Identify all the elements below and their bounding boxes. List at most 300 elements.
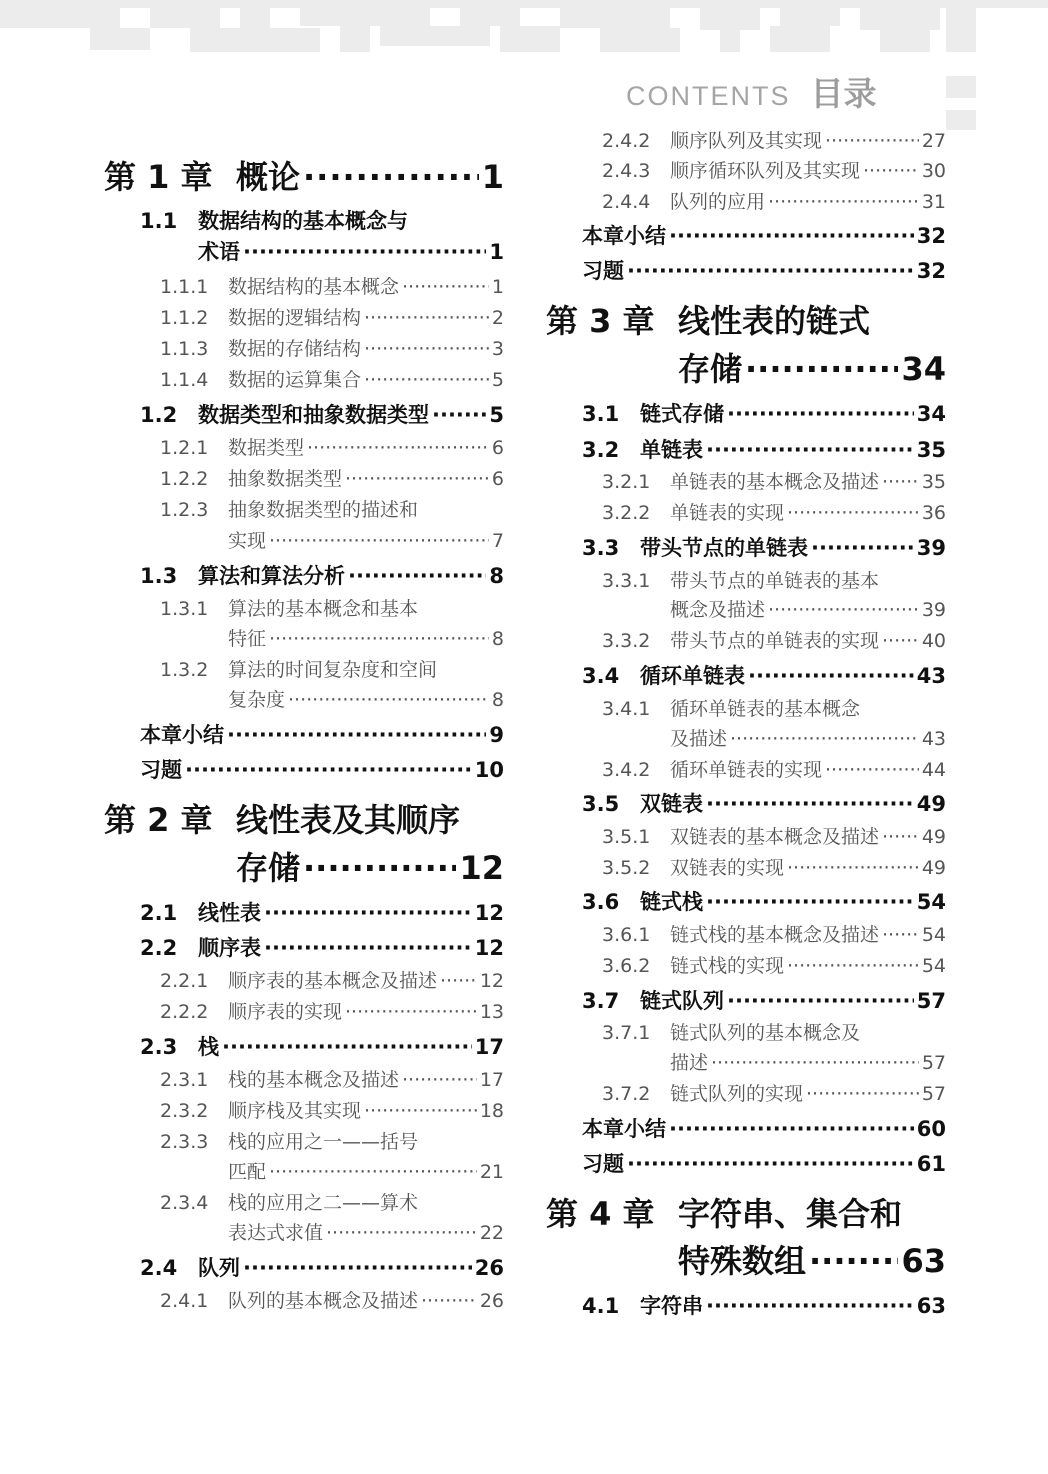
toc-dot-leader	[364, 338, 489, 360]
toc-entry-title: 顺序队列及其实现	[670, 130, 823, 152]
toc-entry-page: 13	[479, 1001, 504, 1023]
toc-entry-sub[interactable]	[104, 495, 504, 522]
toc-entry-title: 本章小结	[582, 224, 666, 248]
toc-entry-title: 带头节点的单链表的基本	[670, 570, 880, 592]
toc-dot-leader	[706, 438, 914, 462]
toc-entry-title: 抽象数据类型的描述和	[228, 499, 419, 521]
toc-dot-leader	[811, 536, 914, 560]
toc-dot-leader	[303, 158, 479, 196]
toc-entry-section[interactable]	[546, 398, 946, 428]
toc-entry-title: 双链表	[640, 792, 703, 816]
toc-entry-sub[interactable]	[104, 272, 504, 299]
toc-dot-leader	[269, 530, 489, 552]
toc-entry-sub[interactable]	[546, 1018, 946, 1045]
toc-entry-number: 1.2.2	[160, 468, 209, 490]
toc-entry-number: 2.4.4	[602, 191, 651, 213]
toc-entry-page: 30	[921, 160, 946, 182]
toc-entry-page: 34	[916, 402, 946, 426]
toc-dot-leader	[806, 1083, 919, 1105]
toc-entry-continuation[interactable]	[104, 624, 504, 651]
toc-entry-sub[interactable]	[104, 1286, 504, 1313]
toc-entry-sub[interactable]	[546, 467, 946, 494]
toc-entry-page: 2	[491, 307, 504, 329]
toc-entry-section[interactable]	[546, 886, 946, 916]
toc-dot-leader	[711, 1052, 919, 1074]
toc-entry-title: 栈	[198, 1035, 219, 1059]
toc-entry-sub[interactable]	[104, 1096, 504, 1123]
toc-entry-title: 循环单链表的实现	[670, 759, 823, 781]
toc-entry-number: 3.6.1	[602, 924, 651, 946]
toc-entry-number: 1.1.4	[160, 369, 209, 391]
toc-entry-number: 2.4.1	[160, 1290, 209, 1312]
toc-entry-sub[interactable]	[104, 1188, 504, 1215]
toc-entry-continuation[interactable]	[546, 1048, 946, 1075]
toc-entry-number: 2.2.1	[160, 970, 209, 992]
toc-entry-title: 算法的时间复杂度和空间	[228, 659, 438, 681]
toc-dot-leader	[727, 989, 914, 1013]
toc-entry-sub[interactable]	[546, 951, 946, 978]
toc-entry-chapter[interactable]	[546, 296, 946, 342]
toc-entry-title-cont: 表达式求值	[228, 1222, 324, 1244]
toc-entry-section-nonum[interactable]	[546, 1148, 946, 1178]
toc-entry-title: 线性表及其顺序	[236, 801, 461, 839]
toc-entry-continuation[interactable]	[104, 685, 504, 712]
toc-entry-page: 18	[479, 1100, 504, 1122]
toc-entry-title: 数据的逻辑结构	[228, 307, 362, 329]
toc-dot-leader	[745, 350, 898, 388]
toc-entry-title: 习题	[582, 259, 624, 283]
toc-dot-leader	[364, 307, 489, 329]
toc-dot-leader	[402, 1069, 477, 1091]
toc-entry-number: 3.1	[582, 402, 620, 426]
toc-entry-title: 抽象数据类型	[228, 468, 343, 490]
toc-entry-page: 61	[916, 1152, 946, 1176]
toc-entry-page: 43	[921, 728, 946, 750]
toc-entry-sub[interactable]	[546, 755, 946, 782]
toc-entry-title: 链式队列	[640, 989, 724, 1013]
toc-entry-page: 12	[474, 901, 504, 925]
toc-entry-number: 3.7	[582, 989, 620, 1013]
toc-entry-chapter[interactable]	[104, 152, 504, 198]
toc-entry-title: 线性表	[198, 901, 261, 925]
toc-dot-leader	[706, 1294, 914, 1318]
toc-dot-leader	[669, 224, 914, 248]
toc-entry-title: 概论	[236, 158, 301, 196]
toc-entry-title: 链式栈的基本概念及描述	[670, 924, 880, 946]
toc-entry-number: 第 1 章	[104, 158, 213, 196]
toc-entry-section[interactable]	[104, 1252, 504, 1282]
toc-entry-number: 1.1.1	[160, 276, 209, 298]
toc-entry-sub[interactable]	[546, 626, 946, 653]
toc-entry-chapter[interactable]	[104, 795, 504, 841]
toc-entry-title: 栈的应用之一——括号	[228, 1131, 419, 1153]
toc-entry-page: 54	[921, 955, 946, 977]
toc-entry-page: 8	[491, 628, 504, 650]
toc-entry-page: 60	[916, 1117, 946, 1141]
toc-entry-title: 顺序表的基本概念及描述	[228, 970, 438, 992]
toc-entry-title: 线性表的链式	[678, 302, 871, 340]
toc-entry-title: 字符串、集合和	[678, 1195, 903, 1233]
toc-entry-page: 54	[916, 890, 946, 914]
toc-entry-number: 3.7.2	[602, 1083, 651, 1105]
toc-entry-title: 链式栈的实现	[670, 955, 785, 977]
toc-entry-page: 31	[921, 191, 946, 213]
toc-dot-leader	[809, 1242, 898, 1280]
toc-entry-section-nonum[interactable]	[104, 719, 504, 749]
toc-entry-title-cont: 概念及描述	[670, 599, 766, 621]
toc-entry-title-cont: 特征	[228, 628, 267, 650]
toc-dot-leader	[669, 1117, 914, 1141]
contents-cn-label: 目录	[810, 74, 877, 113]
toc-entry-page: 6	[491, 437, 504, 459]
contents-en-label: CONTENTS	[626, 81, 791, 111]
toc-entry-title: 链式队列的实现	[670, 1083, 804, 1105]
toc-entry-number: 3.3.1	[602, 570, 651, 592]
toc-entry-page: 54	[921, 924, 946, 946]
toc-entry-title: 数据的运算集合	[228, 369, 362, 391]
toc-entry-title-cont: 复杂度	[228, 689, 286, 711]
toc-entry-number: 2.2	[140, 936, 178, 960]
toc-entry-sub[interactable]	[104, 594, 504, 621]
toc-entry-page: 44	[921, 759, 946, 781]
toc-entry-page: 10	[474, 758, 504, 782]
toc-dot-leader	[882, 826, 919, 848]
toc-entry-page: 1	[489, 240, 504, 264]
toc-entry-page: 8	[489, 564, 504, 588]
toc-entry-page: 3	[491, 338, 504, 360]
toc-entry-page: 5	[489, 403, 504, 427]
toc-entry-page: 57	[916, 989, 946, 1013]
toc-entry-number: 3.2.2	[602, 502, 651, 524]
toc-entry-number: 3.3	[582, 536, 620, 560]
toc-entry-title: 数据类型	[228, 437, 305, 459]
toc-dot-leader	[288, 689, 489, 711]
toc-entry-title: 习题	[582, 1152, 624, 1176]
toc-entry-number: 2.2.2	[160, 1001, 209, 1023]
toc-entry-section[interactable]	[546, 532, 946, 562]
toc-entry-title: 带头节点的单链表的实现	[670, 630, 880, 652]
toc-entry-page: 26	[479, 1290, 504, 1312]
toc-entry-section[interactable]	[546, 434, 946, 464]
toc-entry-section-nonum[interactable]	[546, 255, 946, 285]
toc-entry-number: 3.3.2	[602, 630, 651, 652]
toc-entry-page: 43	[916, 664, 946, 688]
toc-entry-section[interactable]	[104, 897, 504, 927]
toc-entry-section-nonum[interactable]	[546, 1113, 946, 1143]
toc-entry-continuation[interactable]	[546, 595, 946, 622]
toc-entry-title: 双链表的基本概念及描述	[670, 826, 880, 848]
toc-entry-number: 1.2.3	[160, 499, 209, 521]
toc-entry-sub[interactable]	[104, 303, 504, 330]
toc-entry-page: 57	[921, 1052, 946, 1074]
toc-entry-sub[interactable]	[104, 464, 504, 491]
toc-dot-leader	[264, 936, 472, 960]
toc-dot-leader	[706, 792, 914, 816]
toc-dot-leader	[348, 564, 486, 588]
header-decoration	[0, 0, 1048, 130]
toc-entry-continuation[interactable]	[104, 843, 504, 889]
toc-entry-continuation[interactable]	[546, 724, 946, 751]
toc-entry-continuation[interactable]	[546, 1236, 946, 1282]
toc-dot-leader	[345, 468, 489, 490]
toc-entry-title: 带头节点的单链表	[640, 536, 808, 560]
toc-entry-page: 35	[921, 471, 946, 493]
toc-entry-title: 队列的基本概念及描述	[228, 1290, 419, 1312]
toc-entry-number: 2.1	[140, 901, 178, 925]
toc-entry-section[interactable]	[104, 560, 504, 590]
toc-entry-number: 1.2	[140, 403, 178, 427]
toc-entry-title-cont: 存储	[678, 350, 743, 388]
toc-dot-leader	[440, 970, 477, 992]
toc-entry-sub[interactable]	[546, 853, 946, 880]
toc-entry-title: 栈的基本概念及描述	[228, 1069, 400, 1091]
toc-dot-leader	[432, 403, 486, 427]
toc-entry-page: 8	[491, 689, 504, 711]
toc-entry-number: 1.3.1	[160, 598, 209, 620]
toc-entry-continuation[interactable]	[104, 1157, 504, 1184]
toc-entry-page: 34	[901, 350, 946, 388]
toc-dot-leader	[227, 723, 486, 747]
toc-dot-leader	[787, 857, 919, 879]
toc-entry-title-cont: 术语	[198, 240, 240, 264]
toc-entry-sub[interactable]	[104, 1065, 504, 1092]
toc-dot-leader	[863, 160, 919, 182]
toc-entry-title-cont: 存储	[236, 849, 301, 887]
toc-dot-leader	[421, 1290, 477, 1312]
toc-entry-title: 顺序表的实现	[228, 1001, 343, 1023]
toc-entry-page: 57	[921, 1083, 946, 1105]
toc-entry-page: 12	[479, 970, 504, 992]
toc-entry-title: 数据结构的基本概念	[228, 276, 400, 298]
toc-entry-title: 顺序栈及其实现	[228, 1100, 362, 1122]
toc-entry-page: 39	[921, 599, 946, 621]
toc-entry-page: 26	[474, 1256, 504, 1280]
toc-entry-number: 1.3.2	[160, 659, 209, 681]
toc-entry-number: 2.4.2	[602, 130, 651, 152]
toc-entry-title: 循环单链表的基本概念	[670, 698, 861, 720]
toc-entry-number: 2.3.1	[160, 1069, 209, 1091]
toc-entry-continuation[interactable]	[104, 1218, 504, 1245]
toc-entry-continuation[interactable]	[546, 344, 946, 390]
toc-entry-section[interactable]	[546, 788, 946, 818]
toc-entry-page: 32	[916, 259, 946, 283]
toc-entry-title: 栈的应用之二——算术	[228, 1192, 419, 1214]
toc-entry-title: 数据结构的基本概念与	[198, 209, 408, 233]
toc-entry-page: 39	[916, 536, 946, 560]
toc-entry-page: 17	[474, 1035, 504, 1059]
toc-entry-section[interactable]	[104, 932, 504, 962]
toc-entry-sub[interactable]	[546, 156, 946, 183]
toc-entry-title: 双链表的实现	[670, 857, 785, 879]
toc-entry-sub[interactable]	[546, 187, 946, 214]
toc-entry-title: 算法的基本概念和基本	[228, 598, 419, 620]
toc-entry-number: 2.4.3	[602, 160, 651, 182]
toc-entry-sub[interactable]	[104, 365, 504, 392]
toc-entry-title: 本章小结	[582, 1117, 666, 1141]
toc-entry-page: 12	[459, 849, 504, 887]
toc-dot-leader	[825, 130, 919, 152]
toc-dot-leader	[307, 437, 489, 459]
toc-entry-number: 第 2 章	[104, 801, 213, 839]
toc-entry-page: 1	[491, 276, 504, 298]
toc-entry-number: 4.1	[582, 1294, 620, 1318]
toc-entry-title: 链式栈	[640, 890, 703, 914]
toc-dot-leader	[706, 890, 914, 914]
toc-entry-number: 1.1.2	[160, 307, 209, 329]
toc-entry-sub[interactable]	[546, 694, 946, 721]
toc-entry-title-cont: 匹配	[228, 1161, 267, 1183]
toc-entry-title: 算法和算法分析	[198, 564, 345, 588]
toc-entry-number: 2.3.4	[160, 1192, 209, 1214]
toc-dot-leader	[730, 728, 919, 750]
toc-dot-leader	[787, 502, 919, 524]
toc-entry-sub[interactable]	[546, 920, 946, 947]
toc-dot-leader	[364, 1100, 477, 1122]
toc-entry-number: 2.3.3	[160, 1131, 209, 1153]
toc-entry-number: 3.5.1	[602, 826, 651, 848]
toc-entry-page: 32	[916, 224, 946, 248]
toc-dot-leader	[727, 402, 914, 426]
toc-entry-title-cont: 特殊数组	[678, 1242, 807, 1280]
toc-entry-sub[interactable]	[546, 1079, 946, 1106]
toc-entry-number: 3.6	[582, 890, 620, 914]
toc-entry-page: 27	[921, 130, 946, 152]
toc-dot-leader	[627, 259, 914, 283]
toc-entry-title: 本章小结	[140, 723, 224, 747]
toc-dot-leader	[243, 240, 486, 264]
toc-entry-title-cont: 实现	[228, 530, 267, 552]
toc-entry-title: 单链表	[640, 438, 703, 462]
toc-dot-leader	[402, 276, 489, 298]
toc-dot-leader	[269, 628, 489, 650]
toc-entry-title: 数据类型和抽象数据类型	[198, 403, 429, 427]
toc-entry-title: 队列	[198, 1256, 240, 1280]
toc-entry-page: 49	[921, 857, 946, 879]
toc-entry-sub[interactable]	[104, 966, 504, 993]
toc-dot-leader	[264, 901, 472, 925]
contents-header	[626, 68, 877, 115]
toc-entry-page: 22	[479, 1222, 504, 1244]
toc-entry-page: 63	[901, 1242, 946, 1280]
toc-entry-page: 7	[491, 530, 504, 552]
toc-entry-number: 1.1	[140, 209, 178, 233]
toc-entry-section[interactable]	[104, 399, 504, 429]
toc-entry-section[interactable]	[546, 1290, 946, 1320]
toc-dot-leader	[882, 471, 919, 493]
toc-entry-page: 49	[921, 826, 946, 848]
toc-entry-title: 字符串	[640, 1294, 703, 1318]
toc-entry-page: 35	[916, 438, 946, 462]
toc-entry-section[interactable]	[546, 985, 946, 1015]
toc-dot-leader	[825, 759, 919, 781]
toc-entry-number: 1.2.1	[160, 437, 209, 459]
toc-entry-number: 3.7.1	[602, 1022, 651, 1044]
toc-entry-page: 9	[489, 723, 504, 747]
toc-dot-leader	[222, 1035, 472, 1059]
toc-entry-page: 63	[916, 1294, 946, 1318]
toc-dot-leader	[882, 630, 919, 652]
toc-dot-leader	[882, 924, 919, 946]
toc-entry-page: 17	[479, 1069, 504, 1091]
toc-entry-title: 单链表的实现	[670, 502, 785, 524]
toc-entry-number: 1.3	[140, 564, 178, 588]
toc-entry-number: 3.4.1	[602, 698, 651, 720]
toc-entry-number: 3.4	[582, 664, 620, 688]
toc-entry-number: 3.5.2	[602, 857, 651, 879]
toc-entry-sub[interactable]	[104, 1127, 504, 1154]
toc-dot-leader	[364, 369, 489, 391]
toc-dot-leader	[243, 1256, 472, 1280]
toc-entry-page: 6	[491, 468, 504, 490]
toc-entry-page: 40	[921, 630, 946, 652]
toc-entry-number: 3.6.2	[602, 955, 651, 977]
toc-entry-sub[interactable]	[104, 433, 504, 460]
toc-entry-chapter[interactable]	[546, 1189, 946, 1235]
toc-dot-leader	[787, 955, 919, 977]
toc-entry-page: 21	[479, 1161, 504, 1183]
toc-entry-title: 队列的应用	[670, 191, 766, 213]
toc-entry-page: 5	[491, 369, 504, 391]
toc-entry-section-nonum[interactable]	[104, 754, 504, 784]
toc-entry-number: 1.1.3	[160, 338, 209, 360]
toc-entry-number: 3.2	[582, 438, 620, 462]
toc-entry-number: 2.3.2	[160, 1100, 209, 1122]
toc-entry-sub[interactable]	[546, 566, 946, 593]
toc-entry-title: 链式队列的基本概念及	[670, 1022, 861, 1044]
toc-entry-sub[interactable]	[104, 334, 504, 361]
toc-entry-page: 49	[916, 792, 946, 816]
toc-dot-leader	[627, 1152, 914, 1176]
toc-entry-section[interactable]	[546, 660, 946, 690]
toc-entry-sub[interactable]	[104, 655, 504, 682]
toc-dot-leader	[303, 849, 456, 887]
toc-entry-number: 3.5	[582, 792, 620, 816]
toc-entry-continuation[interactable]	[104, 236, 504, 266]
toc-entry-title: 习题	[140, 758, 182, 782]
toc-entry-sub[interactable]	[546, 498, 946, 525]
toc-entry-title-cont: 及描述	[670, 728, 728, 750]
toc-entry-title: 链式存储	[640, 402, 724, 426]
toc-entry-page: 1	[481, 158, 504, 196]
toc-dot-leader	[345, 1001, 477, 1023]
toc-dot-leader	[748, 664, 914, 688]
toc-entry-title-cont: 描述	[670, 1052, 709, 1074]
toc-entry-sub[interactable]	[546, 822, 946, 849]
toc-entry-number: 第 3 章	[546, 302, 655, 340]
toc-entry-continuation[interactable]	[104, 526, 504, 553]
toc-entry-title: 顺序表	[198, 936, 261, 960]
toc-entry-title: 单链表的基本概念及描述	[670, 471, 880, 493]
toc-entry-page: 12	[474, 936, 504, 960]
toc-entry-section[interactable]	[104, 1031, 504, 1061]
toc-dot-leader	[269, 1161, 477, 1183]
toc-entry-number: 3.4.2	[602, 759, 651, 781]
toc-entry-title: 数据的存储结构	[228, 338, 362, 360]
toc-entry-page: 36	[921, 502, 946, 524]
toc-entry-number: 第 4 章	[546, 1195, 655, 1233]
toc-entry-number: 2.4	[140, 1256, 178, 1280]
toc-entry-section[interactable]	[104, 205, 504, 235]
toc-dot-leader	[768, 599, 919, 621]
toc-entry-number: 2.3	[140, 1035, 178, 1059]
toc-dot-leader	[185, 758, 472, 782]
toc-entry-title: 顺序循环队列及其实现	[670, 160, 861, 182]
toc-entry-sub[interactable]	[104, 997, 504, 1024]
toc-entry-sub[interactable]	[546, 126, 946, 153]
toc-dot-leader	[326, 1222, 477, 1244]
toc-entry-section-nonum[interactable]	[546, 220, 946, 250]
toc-entry-number: 3.2.1	[602, 471, 651, 493]
